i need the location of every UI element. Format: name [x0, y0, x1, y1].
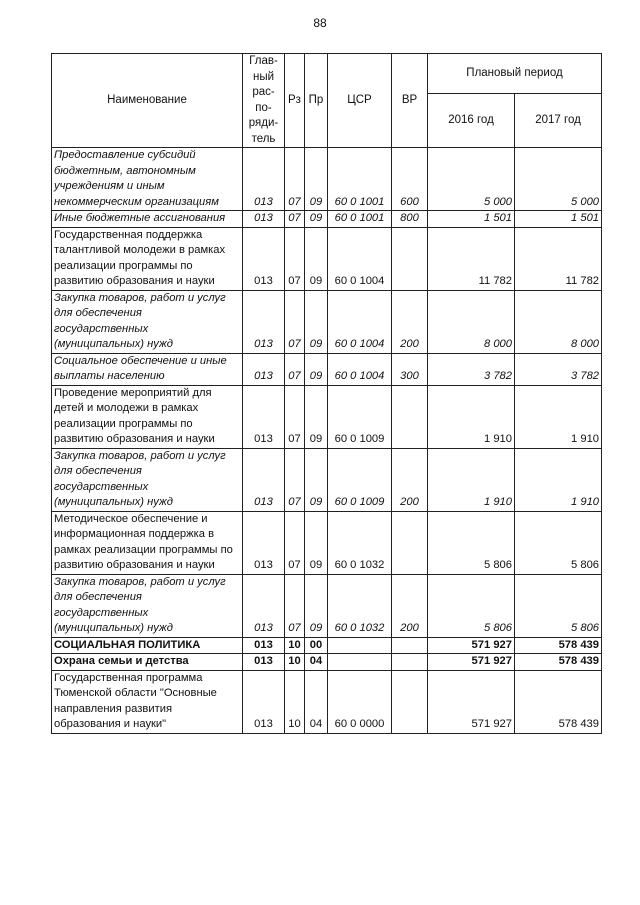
row-name-line: выплаты населению	[54, 370, 165, 382]
row-name-line: Проведение мероприятий для	[54, 386, 212, 399]
amount-2017-cell: 5 806	[515, 574, 602, 637]
table-row	[52, 148, 602, 211]
table-row	[52, 290, 602, 353]
rz-cell: 10	[285, 637, 305, 654]
table-row	[52, 211, 602, 228]
amount-2016-cell: 571 927	[428, 637, 515, 654]
amount-2017-cell: 578 439	[515, 637, 602, 654]
row-name-line: СОЦИАЛЬНАЯ ПОЛИТИКА	[54, 638, 201, 651]
header-plan-period: Плановый период	[428, 54, 602, 94]
row-name-cell	[52, 211, 243, 228]
header-grbs	[243, 54, 285, 148]
row-name-cell	[52, 353, 243, 385]
amount-2016-cell: 5 806	[428, 511, 515, 574]
csr-cell	[328, 637, 392, 654]
vr-cell	[392, 670, 428, 733]
row-name-cell	[52, 148, 243, 211]
vr-cell: 200	[392, 448, 428, 511]
pr-cell: 09	[305, 211, 328, 228]
table-row	[52, 637, 602, 654]
row-name-line: государственных	[54, 606, 149, 619]
row-name-line: (муниципальных) нужд	[54, 496, 173, 508]
row-name-line: Социальное обеспечение и иные	[54, 354, 227, 367]
row-name-line: Закупка товаров, работ и услуг	[54, 449, 226, 462]
table-row	[52, 654, 602, 671]
pr-cell: 09	[305, 290, 328, 353]
csr-cell: 60 0 1032	[328, 511, 392, 574]
row-name-line: государственных	[54, 322, 149, 335]
amount-2017-cell: 578 439	[515, 670, 602, 733]
row-name-line: (муниципальных) нужд	[54, 622, 173, 634]
header-csr: ЦСР	[328, 54, 392, 148]
vr-cell: 200	[392, 290, 428, 353]
csr-cell: 60 0 1004	[328, 227, 392, 290]
row-name-line: Закупка товаров, работ и услуг	[54, 575, 226, 588]
table-row	[52, 353, 602, 385]
rz-cell: 07	[285, 448, 305, 511]
pr-cell: 09	[305, 353, 328, 385]
row-name-line: бюджетным, автономным	[54, 164, 196, 177]
row-name-line: Закупка товаров, работ и услуг	[54, 291, 226, 304]
table-header	[52, 54, 602, 148]
vr-cell: 300	[392, 353, 428, 385]
budget-table	[51, 53, 602, 734]
grbs-cell: 013	[243, 227, 285, 290]
rz-cell: 10	[285, 654, 305, 671]
amount-2016-cell: 1 910	[428, 385, 515, 448]
row-name-line: реализации программы по	[54, 417, 193, 430]
header-rz: Рз	[285, 54, 305, 148]
table-row	[52, 574, 602, 637]
amount-2017-cell: 11 782	[515, 227, 602, 290]
row-name-cell	[52, 574, 243, 637]
vr-cell	[392, 511, 428, 574]
vr-cell: 800	[392, 211, 428, 228]
header-grbs-line: рас-	[252, 86, 275, 98]
csr-cell: 60 0 1004	[328, 353, 392, 385]
row-name-cell	[52, 670, 243, 733]
rz-cell: 07	[285, 385, 305, 448]
table-body	[52, 148, 602, 734]
amount-2016-cell: 5 000	[428, 148, 515, 211]
vr-cell	[392, 227, 428, 290]
header-grbs-line: ный	[252, 70, 275, 83]
grbs-cell: 013	[243, 670, 285, 733]
header-pr: Пр	[305, 54, 328, 148]
amount-2017-cell: 8 000	[515, 290, 602, 353]
vr-cell: 200	[392, 574, 428, 637]
pr-cell: 04	[305, 654, 328, 671]
row-name-line: развитию образования и науки	[54, 433, 215, 445]
rz-cell: 07	[285, 148, 305, 211]
row-name-line: учреждениям и иным	[54, 180, 165, 192]
header-year-2017: 2017 год	[515, 94, 602, 148]
rz-cell: 07	[285, 290, 305, 353]
page-number: 88	[313, 16, 327, 30]
row-name-line: реализации программы по	[54, 259, 193, 272]
grbs-cell: 013	[243, 385, 285, 448]
amount-2016-cell: 3 782	[428, 353, 515, 385]
pr-cell: 09	[305, 511, 328, 574]
row-name-cell	[52, 290, 243, 353]
pr-cell: 09	[305, 227, 328, 290]
csr-cell: 60 0 1004	[328, 290, 392, 353]
row-name-line: государственных	[54, 480, 149, 493]
header-grbs-line: тель	[251, 132, 276, 145]
rz-cell: 07	[285, 227, 305, 290]
row-name-cell	[52, 385, 243, 448]
row-name-line: развитию образования и науки	[54, 559, 215, 571]
row-name-line: рамках реализации программы по	[54, 543, 233, 556]
header-year-2016: 2016 год	[428, 94, 515, 148]
vr-cell	[392, 385, 428, 448]
csr-cell: 60 0 1009	[328, 385, 392, 448]
row-name-line: направления развития	[54, 702, 173, 715]
csr-cell	[328, 654, 392, 671]
amount-2017-cell: 5 806	[515, 511, 602, 574]
amount-2016-cell: 1 910	[428, 448, 515, 511]
row-name-line: для обеспечения	[54, 591, 142, 603]
pr-cell: 00	[305, 637, 328, 654]
row-name-line: Методическое обеспечение и	[54, 512, 208, 525]
grbs-cell: 013	[243, 290, 285, 353]
amount-2016-cell: 11 782	[428, 227, 515, 290]
pr-cell: 09	[305, 385, 328, 448]
header-grbs-line: Глав-	[249, 55, 278, 67]
row-name-line: некоммерческим организациям	[54, 195, 219, 208]
rz-cell: 07	[285, 211, 305, 228]
row-name-line: Охрана семьи и детства	[54, 655, 189, 667]
csr-cell: 60 0 1001	[328, 148, 392, 211]
amount-2017-cell: 3 782	[515, 353, 602, 385]
csr-cell: 60 0 1009	[328, 448, 392, 511]
row-name-line: талантливой молодежи в рамках	[54, 244, 226, 256]
header-vr: ВР	[392, 54, 428, 148]
row-name-line: (муниципальных) нужд	[54, 338, 173, 350]
amount-2017-cell: 1 501	[515, 211, 602, 228]
grbs-cell: 013	[243, 353, 285, 385]
rz-cell: 07	[285, 574, 305, 637]
row-name-cell	[52, 511, 243, 574]
grbs-cell: 013	[243, 211, 285, 228]
row-name-line: образования и науки"	[54, 718, 167, 730]
grbs-cell: 013	[243, 574, 285, 637]
row-name-line: Иные бюджетные ассигнования	[54, 212, 226, 224]
rz-cell: 10	[285, 670, 305, 733]
amount-2017-cell: 1 910	[515, 385, 602, 448]
row-name-line: развитию образования и науки	[54, 275, 215, 287]
row-name-line: Предоставление субсидий	[54, 149, 196, 161]
row-name-line: детей и молодежи в рамках	[54, 402, 199, 414]
pr-cell: 09	[305, 448, 328, 511]
grbs-cell: 013	[243, 448, 285, 511]
amount-2016-cell: 1 501	[428, 211, 515, 228]
grbs-cell: 013	[243, 637, 285, 654]
row-name-line: информационная поддержка в	[54, 528, 215, 540]
row-name-line: для обеспечения	[54, 465, 142, 477]
row-name-line: Государственная программа	[54, 671, 203, 684]
row-name-line: Государственная поддержка	[54, 228, 203, 241]
row-name-line: Тюменской области "Основные	[54, 687, 217, 699]
header-grbs-line: по-	[255, 101, 272, 114]
amount-2016-cell: 8 000	[428, 290, 515, 353]
amount-2017-cell: 1 910	[515, 448, 602, 511]
vr-cell	[392, 637, 428, 654]
table-row	[52, 385, 602, 448]
pr-cell: 09	[305, 574, 328, 637]
amount-2016-cell: 5 806	[428, 574, 515, 637]
table-row	[52, 511, 602, 574]
row-name-cell	[52, 654, 243, 671]
row-name-line: для обеспечения	[54, 307, 142, 319]
table-row	[52, 670, 602, 733]
row-name-cell	[52, 448, 243, 511]
csr-cell: 60 0 0000	[328, 670, 392, 733]
grbs-cell: 013	[243, 148, 285, 211]
amount-2016-cell: 571 927	[428, 654, 515, 671]
rz-cell: 07	[285, 511, 305, 574]
amount-2017-cell: 5 000	[515, 148, 602, 211]
amount-2016-cell: 571 927	[428, 670, 515, 733]
table-row	[52, 227, 602, 290]
pr-cell: 04	[305, 670, 328, 733]
grbs-cell: 013	[243, 511, 285, 574]
amount-2017-cell: 578 439	[515, 654, 602, 671]
row-name-cell	[52, 227, 243, 290]
rz-cell: 07	[285, 353, 305, 385]
csr-cell: 60 0 1032	[328, 574, 392, 637]
row-name-cell	[52, 637, 243, 654]
pr-cell: 09	[305, 148, 328, 211]
header-name: Наименование	[52, 54, 243, 148]
vr-cell: 600	[392, 148, 428, 211]
csr-cell: 60 0 1001	[328, 211, 392, 228]
header-grbs-line: ряди-	[248, 117, 279, 129]
table-row	[52, 448, 602, 511]
grbs-cell: 013	[243, 654, 285, 671]
vr-cell	[392, 654, 428, 671]
